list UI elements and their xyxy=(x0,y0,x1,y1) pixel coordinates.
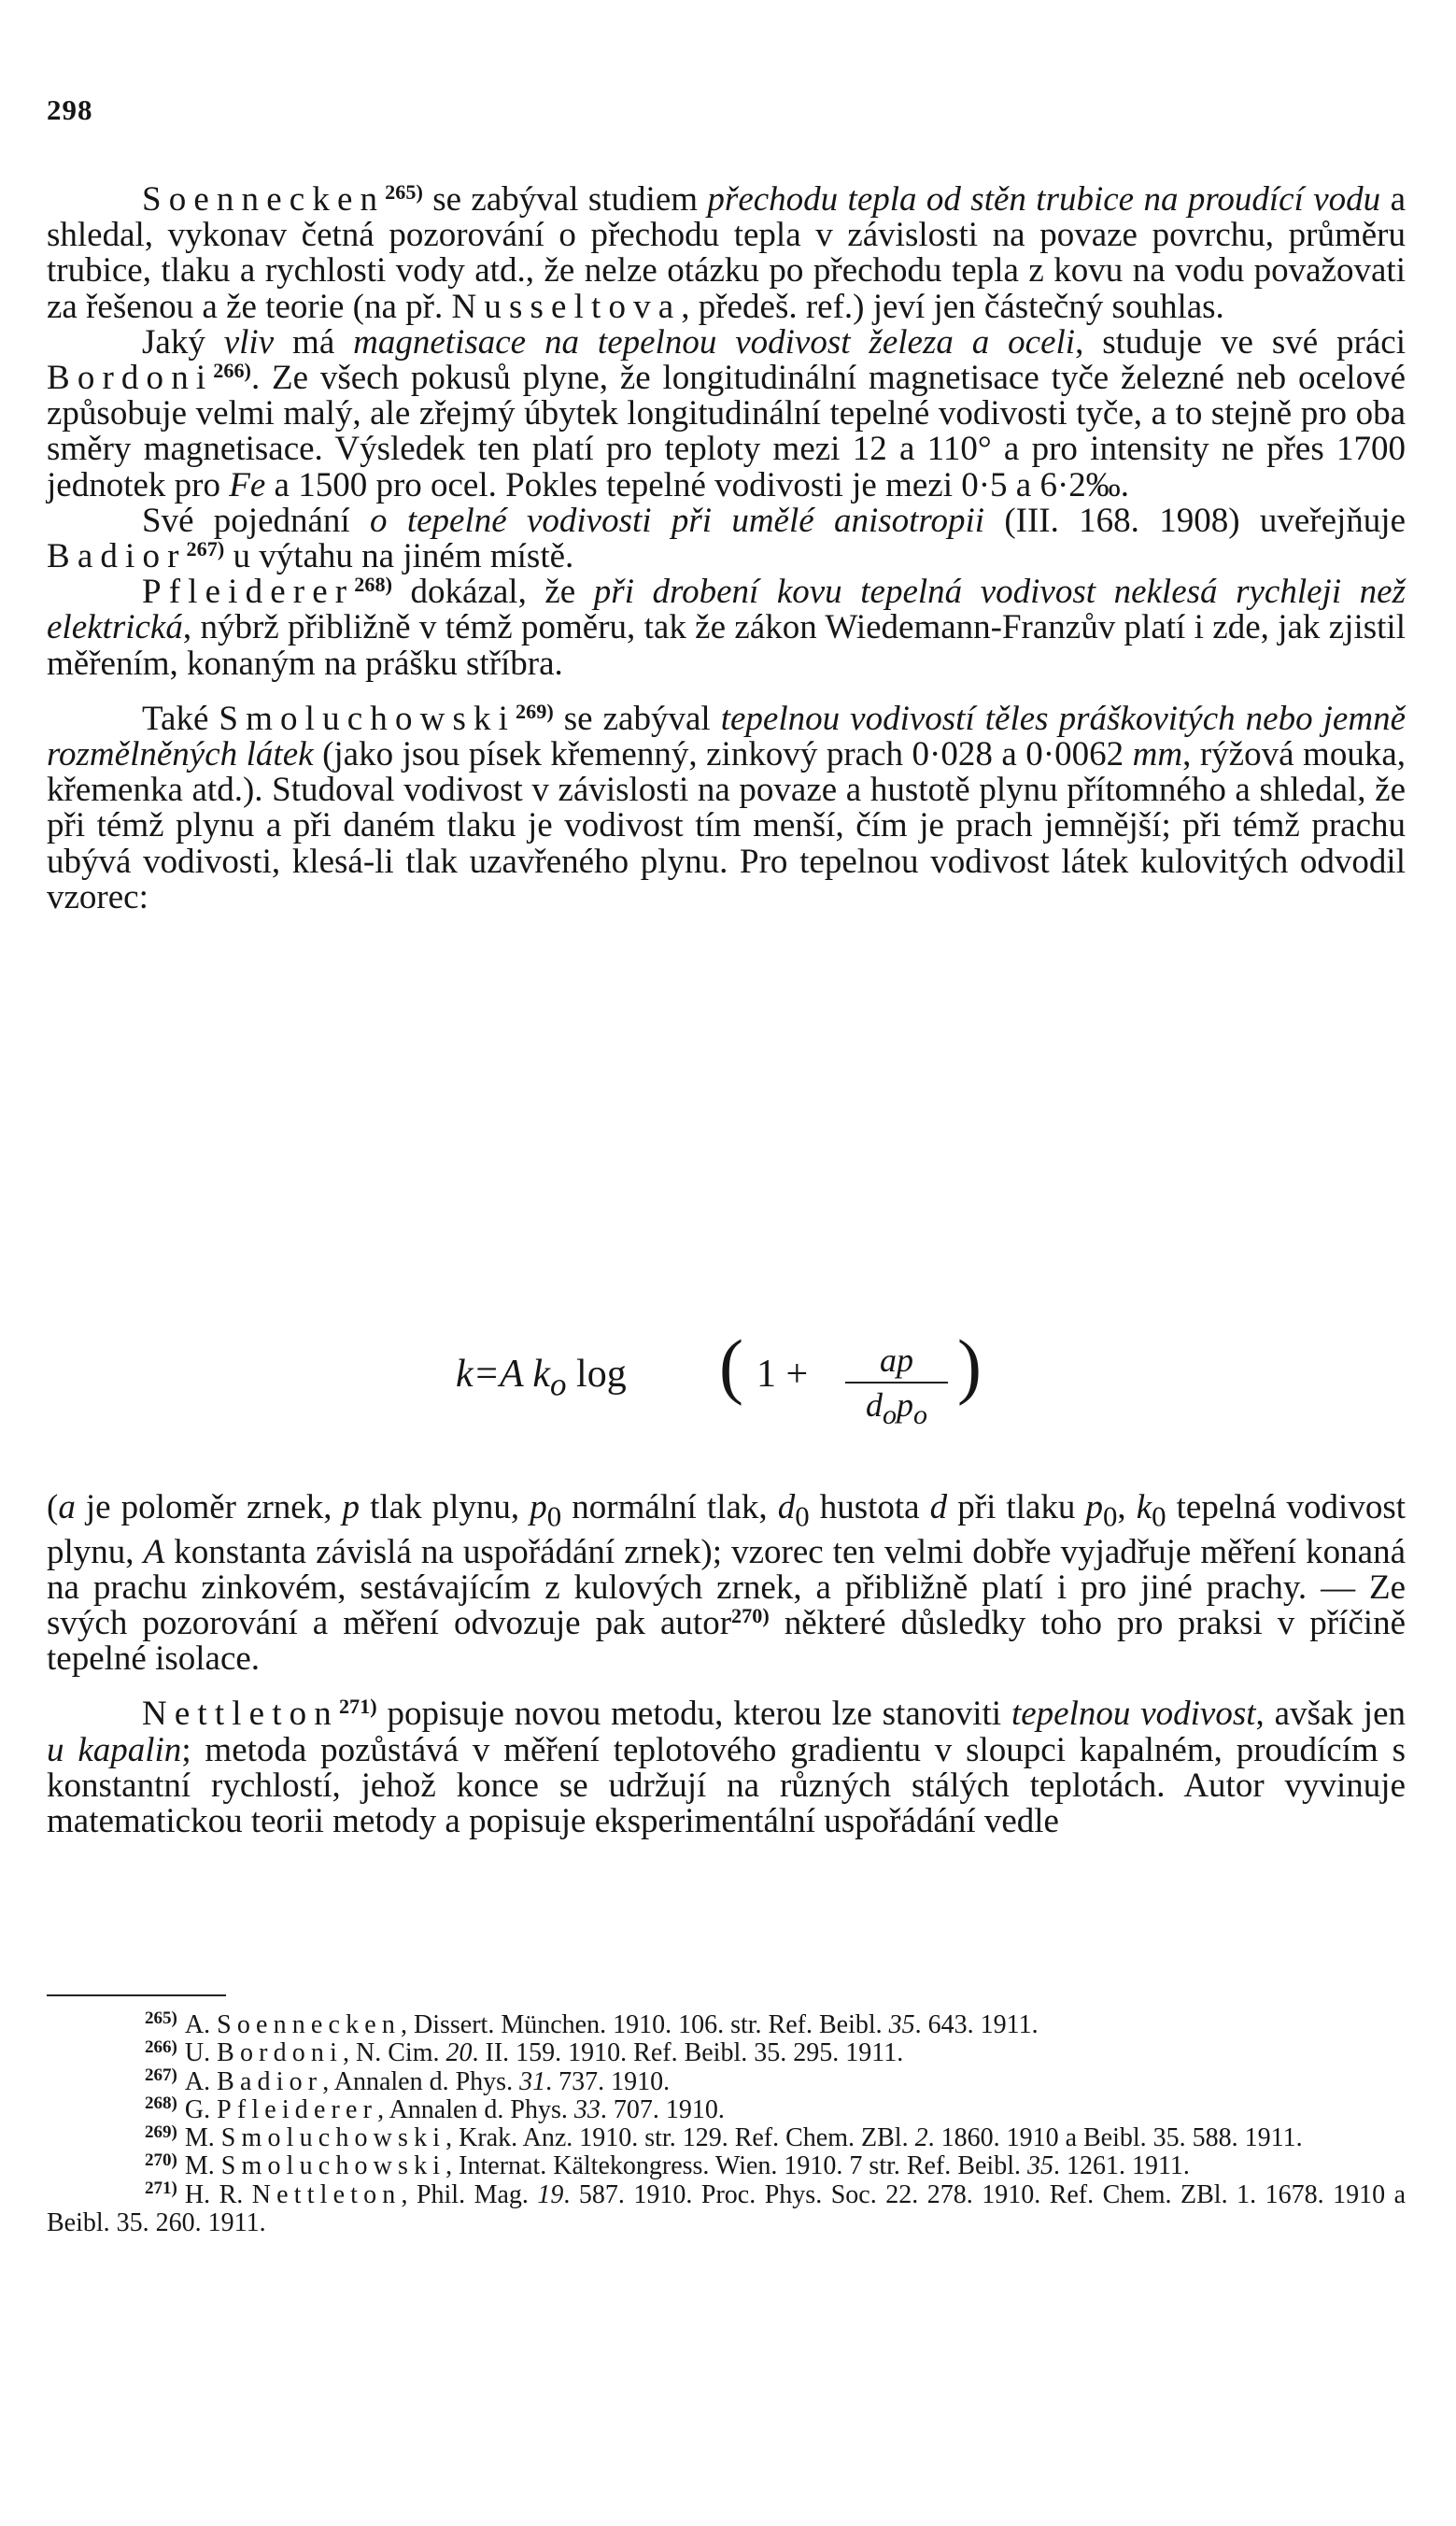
italic-text: p xyxy=(342,1488,360,1526)
subscript: 0 xyxy=(1102,1500,1118,1533)
text: , N. Cim. xyxy=(343,2038,446,2068)
text: při tlaku xyxy=(947,1488,1086,1526)
footnote-268 xyxy=(47,2093,1406,2124)
text: , avšak jen xyxy=(1255,1695,1406,1734)
text: , studuje ve své práci xyxy=(1075,322,1406,362)
text: se zabýval xyxy=(553,699,721,738)
footnote-267 xyxy=(47,2065,1406,2096)
subscript: 0 xyxy=(1152,1500,1166,1533)
text: . Ze všech pokusů plyne, že longitudinální magnetisace tyče železné neb ocelové způsobuje velmi malý, ale zřejmý úbytek longitudinální tepelné vodivosti tyče, a to stejně pro oba směry magnetisace. Výsledek ten platí pro teploty mezi 12 a 110° a pro intensity ne přes 1700 jednotek pro xyxy=(47,359,1406,504)
italic-text: 31 xyxy=(519,2066,546,2096)
italic-text: tepelnou vodivost xyxy=(1011,1695,1256,1734)
italic-text: přechodu tepla od stěn trubice na proudící vodu xyxy=(707,180,1381,219)
footnote-ref: 268) xyxy=(354,573,392,597)
text: normální tlak, xyxy=(561,1488,778,1526)
text: . 707. 1910. xyxy=(600,2094,725,2124)
footnote-270 xyxy=(47,2152,1406,2180)
text: . II. 159. 1910. Ref. Beibl. 35. 295. 1911. xyxy=(472,2038,904,2068)
italic-text: 2 xyxy=(914,2123,928,2153)
author-name: Soennecken xyxy=(217,2010,402,2039)
italic-text: Fe xyxy=(229,465,266,504)
paragraph-formula-explanation xyxy=(47,1490,1406,1677)
text: , Internat. Kältekongress. Wien. 1910. 7 str. Ref. Beibl. xyxy=(445,2151,1027,2181)
italic-text: A xyxy=(143,1532,165,1571)
text: , Krak. Anz. 1910. str. 129. Ref. Chem. ZBl. xyxy=(445,2123,915,2153)
fraction-numerator: ap xyxy=(845,1341,948,1384)
text: hustota xyxy=(809,1488,930,1526)
italic-text: mm xyxy=(1132,735,1183,774)
paragraph-smoluchowski xyxy=(47,699,1406,916)
footnote-271 xyxy=(47,2178,1406,2238)
footnote-number: 265) xyxy=(145,2008,177,2029)
footnote-ref: 270) xyxy=(731,1603,770,1627)
formula-text: p xyxy=(897,1386,913,1424)
author-name: Bordoni xyxy=(217,2038,344,2068)
formula-text: log xyxy=(566,1353,627,1396)
italic-text: p xyxy=(530,1488,547,1526)
text: a 1500 pro ocel. Pokles tepelné vodivosti je mezi 0·5 a 6·2‰. xyxy=(265,465,1130,504)
left-parenthesis: ( xyxy=(719,1325,743,1406)
italic-text: 35 xyxy=(888,2010,915,2039)
text: M. xyxy=(184,2151,221,2181)
footnote-ref: 265) xyxy=(385,179,423,204)
text: . 643. 1911. xyxy=(914,2010,1039,2039)
main-text-continued xyxy=(47,1490,1406,1839)
footnote-ref: 271) xyxy=(338,1695,377,1719)
footnote-265 xyxy=(47,2008,1406,2039)
text: Jaký xyxy=(142,322,224,362)
formula-lhs xyxy=(456,1352,627,1403)
text: tepelná vodivost plynu, xyxy=(47,1488,1407,1571)
text: M. xyxy=(184,2123,221,2153)
italic-text: 19 xyxy=(537,2179,564,2209)
italic-text: magnetisace na tepelnou vodivost železa a oceli xyxy=(353,322,1076,362)
text: . 737. 1910. xyxy=(545,2066,671,2096)
footnote-number: 270) xyxy=(145,2150,177,2170)
text: Své pojednání xyxy=(142,501,371,540)
formula-fraction xyxy=(845,1341,948,1431)
formula-subscript: o xyxy=(913,1399,927,1431)
author-name: Nettleton xyxy=(251,2179,402,2209)
italic-text: a xyxy=(58,1488,76,1526)
formula-text: d xyxy=(866,1386,883,1424)
formula xyxy=(47,1325,1406,1443)
author-name: Pfleiderer xyxy=(142,573,355,612)
footnote-number: 268) xyxy=(145,2093,177,2114)
text: a shledal, vykonav četná pozorování o přechodu tepla v závislosti na povaze povrchu, průměru trubice, tlaku a rychlosti vody atd., že nelze otázku po přechodu tepla z kovu na vodu považovati za řešenou a že teorie (na př. xyxy=(47,180,1406,326)
text: (jako jsou písek křemenný, zinkový prach 0·028 a 0·0062 xyxy=(313,735,1133,774)
paragraph-soennecken xyxy=(47,179,1406,326)
italic-text: u kapalin xyxy=(47,1730,182,1769)
footnote-number: 267) xyxy=(145,2065,177,2086)
author-name: Smoluchowski xyxy=(220,2151,446,2181)
footnote-number: 271) xyxy=(145,2178,177,2199)
text: u výtahu na jiném místě. xyxy=(224,537,574,576)
italic-text: 20 xyxy=(445,2038,473,2068)
text: . 1261. 1911. xyxy=(1053,2151,1190,2181)
author-name: Bordoni xyxy=(47,359,214,398)
text: A. xyxy=(184,2066,218,2096)
page-number: 298 xyxy=(47,93,93,126)
text: (III. 168. 1908) uveřejňuje xyxy=(984,501,1406,540)
author-name: Nettleton xyxy=(142,1695,339,1734)
fraction-denominator xyxy=(845,1384,948,1431)
paragraph-bordoni xyxy=(47,322,1406,504)
footnotes xyxy=(47,2008,1406,2238)
text: , rýžová mouka, křemenka atd.). Studoval vodivost v závislosti na povaze a hustotě plynu přítomného a shledal, že při témž plynu a při daném tlaku je vodivost tím menší, čím je prach jemnější; při témž prachu ubývá vodivosti, klesá-li tlak uzavřeného plynu. Pro tepelnou vodivost látek kulovitých odvodil vzorec: xyxy=(47,735,1406,916)
italic-text: vliv xyxy=(223,322,275,362)
text: , Phil. Mag. xyxy=(401,2179,538,2209)
text: má xyxy=(274,322,354,362)
footnote-ref: 266) xyxy=(213,358,251,382)
italic-text: k xyxy=(1136,1488,1152,1526)
paragraph-pfleiderer xyxy=(47,575,1406,682)
author-name: Soennecken xyxy=(142,180,386,219)
text: popisuje novou metodu, kterou lze stanoviti xyxy=(376,1695,1011,1734)
text: , předeš. ref.) jeví jen částečný souhlas. xyxy=(681,287,1224,326)
italic-text: p xyxy=(1085,1488,1103,1526)
text: se zabýval studiem xyxy=(422,180,708,219)
author-name: Badior xyxy=(47,537,187,576)
italic-text: 33 xyxy=(573,2094,601,2124)
text: . 587. 1910. Proc. Phys. Soc. 22. 278. 1910. Ref. Chem. ZBl. 1. 1678. 1910 a Beibl. 35. 260. 1911. xyxy=(47,2179,1406,2238)
footnote-ref: 269) xyxy=(516,699,554,723)
text: H. R. xyxy=(184,2179,252,2209)
text: ; metoda pozůstává v měření teplotového gradientu v sloupci kapalném, proudícím s konstantní rychlostí, jehož konce se udržují na různých stálých teplotách. Autor vyvinuje matematickou teorii metody a popisuje eksperimentální uspořádání vedle xyxy=(47,1730,1406,1841)
italic-text: tepelnou vodivostí těles práškovitých nebo jemně rozmělněných látek xyxy=(47,699,1406,774)
text: , Annalen d. Phys. xyxy=(377,2094,574,2124)
footnote-separator xyxy=(47,1994,226,1996)
paragraph-nettleton xyxy=(47,1696,1406,1839)
footnote-269 xyxy=(47,2124,1406,2152)
subscript: 0 xyxy=(546,1500,562,1533)
footnote-266 xyxy=(47,2036,1406,2068)
italic-text: d xyxy=(777,1488,796,1526)
text: , Annalen d. Phys. xyxy=(322,2066,520,2096)
formula-subscript: o xyxy=(883,1399,897,1431)
author-name: Pfleiderer xyxy=(217,2094,378,2124)
formula-subscript: o xyxy=(550,1366,567,1403)
text: A. xyxy=(184,2010,218,2039)
text: je poloměr zrnek, xyxy=(75,1488,343,1526)
italic-text: d xyxy=(929,1488,948,1526)
subscript: 0 xyxy=(795,1500,810,1533)
paragraph-badior xyxy=(47,501,1406,576)
author-name: Nusseltova xyxy=(451,287,682,326)
right-parenthesis: ) xyxy=(957,1325,982,1406)
author-name: Smoluchowski xyxy=(219,699,516,738)
text: některé důsledky toho pro praksi v příčině tepelné isolace. xyxy=(47,1604,1406,1679)
text: konstanta závislá na uspořádání zrnek); vzorec ten velmi dobře vyjadřuje měření konaná na prachu zinkovém, sestávajícím z kulových zrnek, a přibližně platí i pro jiné prachy. — Ze svých pozorování a měření odvozuje pak autor xyxy=(47,1532,1407,1642)
text: , Dissert. München. 1910. 106. str. Ref. Beibl. xyxy=(401,2010,889,2039)
text: , xyxy=(1117,1488,1137,1526)
italic-text: 35 xyxy=(1026,2151,1053,2181)
italic-text: o tepelné vodivosti při umělé anisotropii xyxy=(370,501,985,540)
footnote-ref: 267) xyxy=(186,536,225,561)
italic-text: při drobení kovu tepelná vodivost neklesá rychleji než elektrická xyxy=(47,573,1406,647)
text: U. xyxy=(184,2038,218,2068)
formula-one: 1 + xyxy=(756,1353,809,1396)
footnote-number: 266) xyxy=(145,2036,177,2057)
text: G. xyxy=(184,2094,218,2124)
text: dokázal, že xyxy=(391,573,594,612)
footnote-number: 269) xyxy=(145,2122,177,2142)
text: tlak plynu, xyxy=(360,1488,530,1526)
text: ( xyxy=(47,1488,59,1526)
author-name: Smoluchowski xyxy=(220,2123,446,2153)
text: , nýbrž přibližně v témž poměru, tak že zákon Wiedemann-Franzův platí i zde, jak zjistil měřením, konaným na prášku stříbra. xyxy=(47,608,1406,683)
formula-text: k=A k xyxy=(456,1353,551,1396)
main-text xyxy=(47,179,1406,916)
text: . 1860. 1910 a Beibl. 35. 588. 1911. xyxy=(927,2123,1303,2153)
text: Také xyxy=(142,699,219,738)
author-name: Badior xyxy=(217,2066,323,2096)
